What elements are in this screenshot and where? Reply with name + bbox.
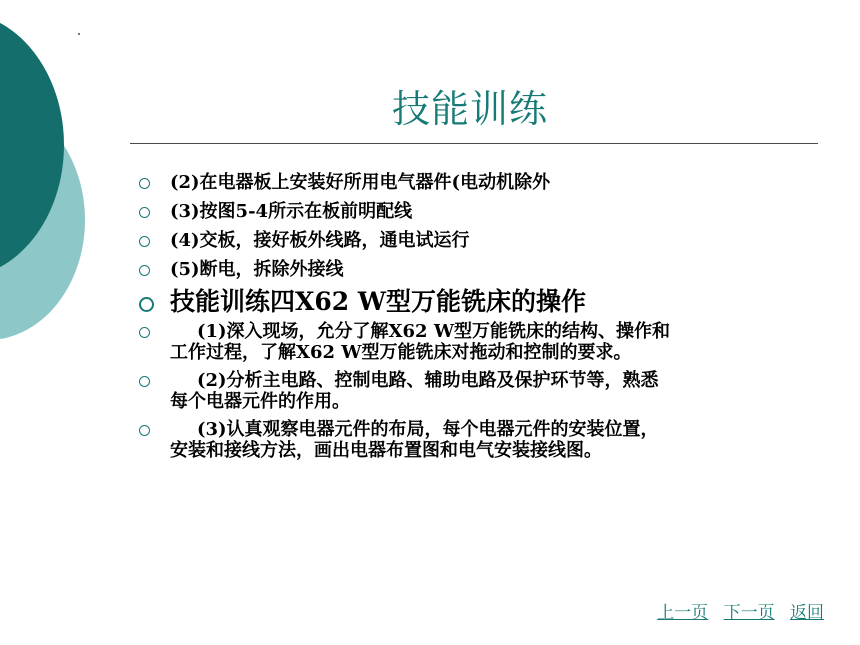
slide-title: 技能训练 [391, 87, 548, 131]
paragraph-line: (2)分析主电路、控制电路、辅助电路及保护环节等，熟悉 [197, 370, 659, 391]
circle-bullet-icon [139, 297, 154, 312]
title-divider [130, 143, 818, 144]
paragraph-line: 工作过程，了解X62 W型万能铣床对拖动和控制的要求。 [170, 342, 632, 363]
paragraph-item [138, 419, 808, 461]
bullet-item [138, 230, 808, 252]
bullet-text: (4)交板，接好板外线路，通电试运行 [170, 230, 470, 251]
circle-bullet-icon [139, 178, 150, 189]
paragraph-line: (1)深入现场，允分了解X62 W型万能铣床的结构、操作和 [197, 321, 671, 342]
section-heading-text: 技能训练四X62 W型万能铣床的操作 [170, 287, 586, 316]
section-heading [138, 287, 808, 317]
back-link[interactable]: 返回 [790, 603, 824, 623]
prev-page-link[interactable]: 上一页 [657, 603, 709, 623]
paragraph-item [138, 370, 808, 412]
circle-bullet-icon [139, 207, 150, 218]
bullet-text: (2)在电器板上安装好所用电气器件(电动机除外 [170, 172, 551, 193]
bullet-item [138, 259, 808, 281]
paragraph-line: 安装和接线方法，画出电器布置图和电气安装接线图。 [170, 440, 602, 461]
bullet-text: (5)断电，拆除外接线 [170, 259, 344, 280]
bullet-item [138, 201, 808, 223]
slide-content [138, 172, 808, 468]
paragraph-line: (3)认真观察电器元件的布局，每个电器元件的安装位置， [197, 419, 659, 440]
decorative-dot [78, 33, 80, 35]
circle-bullet-icon [139, 236, 150, 247]
paragraph-line: 每个电器元件的作用。 [170, 391, 350, 412]
bullet-text: (3)按图5-4所示在板前明配线 [170, 201, 413, 222]
paragraph-item [138, 321, 808, 363]
bullet-item [138, 172, 808, 194]
circle-bullet-icon [139, 425, 150, 436]
circle-bullet-icon [139, 265, 150, 276]
slide-navigation [647, 598, 824, 623]
circle-bullet-icon [139, 327, 150, 338]
circle-bullet-icon [139, 376, 150, 387]
next-page-link[interactable]: 下一页 [723, 603, 775, 623]
